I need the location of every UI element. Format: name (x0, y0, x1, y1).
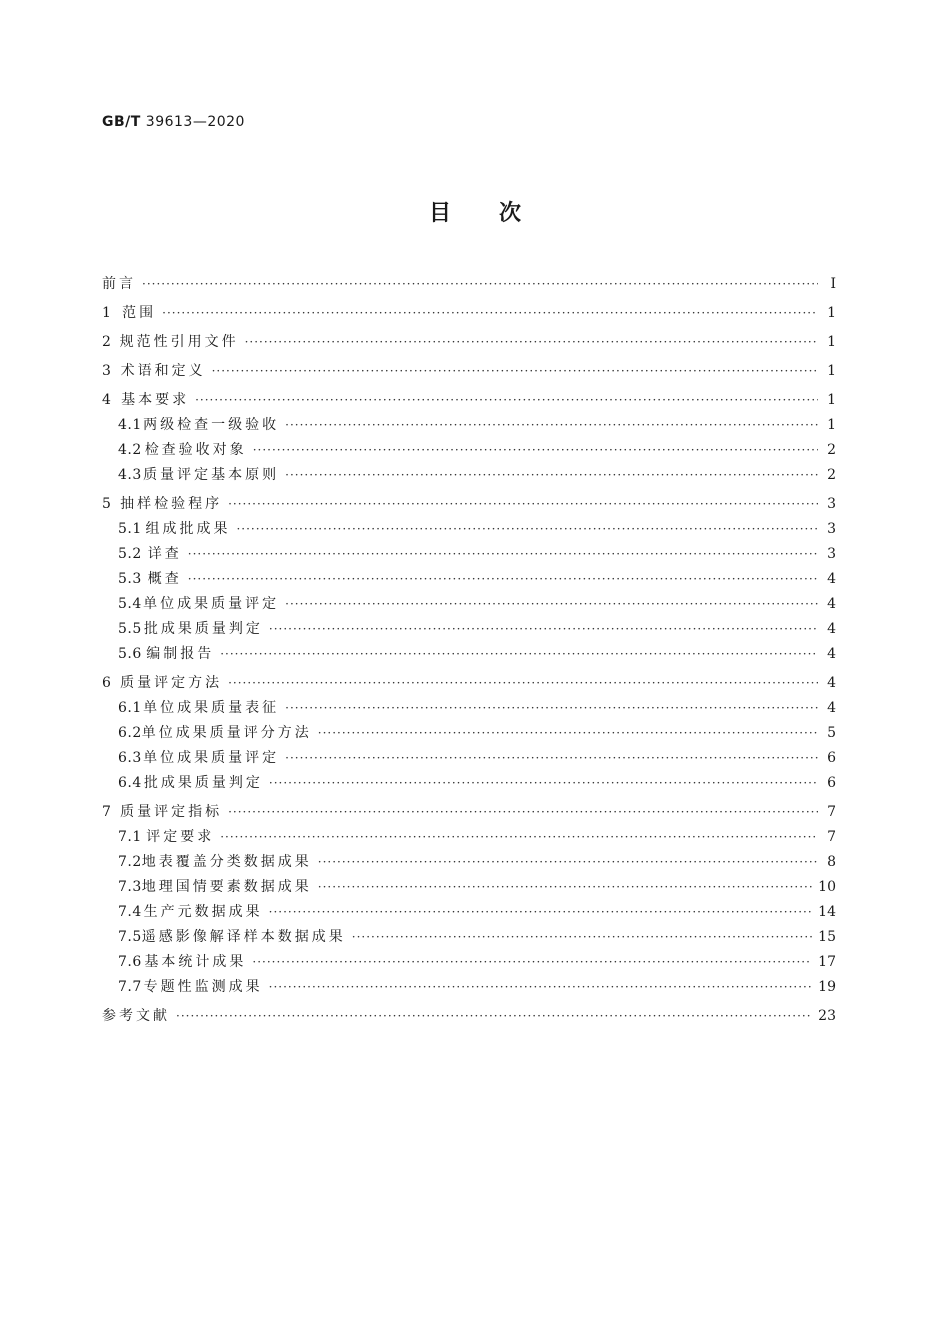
toc-leader-dots (285, 750, 818, 766)
toc-leader-dots (252, 954, 812, 970)
toc-entry-number: 5.5 (118, 621, 142, 637)
toc-entry-label: 专题性监测成果 (143, 979, 263, 995)
toc-entry-label: 两级检查一级验收 (143, 417, 280, 433)
toc-entry-number: 7.1 (118, 829, 142, 845)
toc-entry-label: 基本要求 (121, 392, 190, 408)
toc-leader-dots (228, 675, 818, 691)
toc-entry-label: 基本统计成果 (144, 954, 247, 970)
toc-entry-label: 批成果质量判定 (143, 621, 263, 637)
toc-entry-page: Ⅰ (830, 276, 836, 292)
toc-entry-number: 7.3 (118, 879, 142, 895)
toc-leader-dots (253, 442, 818, 458)
toc-entry[interactable] (102, 1008, 836, 1024)
toc-entry[interactable] (102, 305, 836, 321)
toc-leader-dots (236, 521, 818, 537)
toc-entry-page: 1 (827, 363, 836, 379)
toc-entry[interactable] (102, 521, 836, 537)
toc-entry[interactable] (102, 467, 836, 483)
toc-entry-page: 14 (818, 904, 836, 920)
toc-entry-label: 质量评定指标 (120, 804, 223, 820)
toc-entry-page: 4 (827, 596, 836, 612)
toc-entry-page: 4 (827, 700, 836, 716)
toc-entry-label: 单位成果质量表征 (143, 700, 280, 716)
toc-entry-number: 6.4 (118, 775, 142, 791)
toc-entry-number: 4.2 (118, 442, 142, 458)
toc-entry[interactable] (102, 496, 836, 512)
toc-entry-label: 概查 (147, 571, 182, 587)
toc-entry[interactable] (102, 904, 836, 920)
toc-entry[interactable] (102, 646, 836, 662)
toc-entry-number: 5.4 (118, 596, 142, 612)
toc-entry[interactable] (102, 750, 836, 766)
toc-entry-label: 前言 (102, 276, 136, 292)
toc-entry-number: 4.1 (118, 417, 142, 433)
toc-leader-dots (285, 596, 818, 612)
toc-entry-label: 地理国情要素数据成果 (141, 879, 312, 895)
toc-leader-dots (220, 829, 818, 845)
toc-entry-page: 6 (827, 750, 836, 766)
toc-entry[interactable] (102, 979, 836, 995)
toc-entry-page: 10 (818, 879, 836, 895)
table-of-contents (102, 270, 836, 1024)
toc-entry-page: 1 (827, 305, 836, 321)
toc-entry-label: 单位成果质量评分方法 (141, 725, 312, 741)
toc-entry-number: 6.3 (118, 750, 142, 766)
toc-entry-number: 6.2 (118, 725, 142, 741)
toc-entry[interactable] (102, 879, 836, 895)
toc-entry-number: 3 (102, 363, 112, 379)
toc-entry[interactable] (102, 929, 836, 945)
toc-entry-number: 5.6 (118, 646, 142, 662)
toc-leader-dots (220, 646, 818, 662)
toc-entry-page: 2 (827, 442, 836, 458)
toc-leader-dots (176, 1008, 812, 1024)
toc-entry-label: 编制报告 (146, 646, 215, 662)
toc-entry[interactable] (102, 621, 836, 637)
toc-entry-number: 2 (102, 334, 112, 350)
toc-entry[interactable] (102, 854, 836, 870)
toc-leader-dots (269, 904, 813, 920)
toc-entry-page: 7 (827, 804, 836, 820)
toc-entry-number: 6 (102, 675, 112, 691)
toc-entry-number: 5.2 (118, 546, 142, 562)
toc-entry-page: 15 (818, 929, 836, 945)
toc-entry[interactable] (102, 675, 836, 691)
toc-entry[interactable] (102, 700, 836, 716)
toc-entry-label: 规范性引用文件 (119, 334, 239, 350)
toc-entry-number: 7.5 (118, 929, 142, 945)
toc-leader-dots (352, 929, 812, 945)
toc-leader-dots (228, 496, 818, 512)
toc-entry-page: 6 (827, 775, 836, 791)
toc-leader-dots (188, 546, 818, 562)
toc-entry-page: 4 (827, 675, 836, 691)
toc-entry-page: 3 (827, 546, 836, 562)
toc-entry-page: 1 (827, 334, 836, 350)
toc-entry-label: 单位成果质量评定 (143, 750, 280, 766)
toc-leader-dots (162, 305, 818, 321)
page-title (0, 196, 950, 227)
toc-entry-number: 5.3 (118, 571, 142, 587)
title-part-1: 目 (428, 201, 451, 226)
toc-leader-dots (285, 417, 818, 433)
toc-entry-page: 8 (827, 854, 836, 870)
toc-entry-page: 1 (827, 392, 836, 408)
toc-leader-dots (285, 700, 818, 716)
toc-entry[interactable] (102, 276, 836, 292)
toc-entry-number: 5.1 (118, 521, 142, 537)
document-number: 39613—2020 (145, 114, 245, 130)
toc-entry[interactable] (102, 954, 836, 970)
toc-entry-page: 2 (827, 467, 836, 483)
document-prefix: GB/T (102, 114, 141, 130)
toc-entry[interactable] (102, 829, 836, 845)
toc-entry-number: 5 (102, 496, 112, 512)
toc-entry-number: 4.3 (118, 467, 142, 483)
toc-entry-number: 7 (102, 804, 112, 820)
toc-leader-dots (245, 334, 818, 350)
toc-leader-dots (142, 276, 818, 292)
toc-leader-dots (212, 363, 818, 379)
toc-entry-number: 7.7 (118, 979, 142, 995)
toc-entry-page: 3 (827, 496, 836, 512)
toc-entry-label: 地表覆盖分类数据成果 (141, 854, 312, 870)
toc-leader-dots (318, 879, 812, 895)
toc-entry-page: 3 (827, 521, 836, 537)
toc-entry-page: 4 (827, 621, 836, 637)
toc-entry[interactable] (102, 571, 836, 587)
toc-entry[interactable] (102, 442, 836, 458)
toc-leader-dots (269, 621, 818, 637)
toc-entry-label: 详查 (147, 546, 182, 562)
toc-entry-number: 7.6 (118, 954, 142, 970)
toc-entry-number: 7.4 (118, 904, 142, 920)
toc-leader-dots (228, 804, 818, 820)
toc-entry-label: 检查验收对象 (144, 442, 247, 458)
toc-entry-label: 组成批成果 (145, 521, 231, 537)
toc-leader-dots (269, 775, 818, 791)
toc-entry[interactable] (102, 392, 836, 408)
toc-entry-label: 参考文献 (102, 1008, 170, 1024)
toc-entry[interactable] (102, 363, 836, 379)
toc-entry[interactable] (102, 804, 836, 820)
toc-entry-number: 6.1 (118, 700, 142, 716)
toc-entry-label: 单位成果质量评定 (143, 596, 280, 612)
toc-entry-number: 7.2 (118, 854, 142, 870)
toc-entry-label: 生产元数据成果 (143, 904, 263, 920)
toc-entry[interactable] (102, 334, 836, 350)
toc-entry-page: 19 (818, 979, 836, 995)
toc-entry-number: 1 (102, 305, 112, 321)
toc-leader-dots (318, 854, 818, 870)
toc-leader-dots (269, 979, 813, 995)
toc-entry-page: 4 (827, 646, 836, 662)
toc-leader-dots (318, 725, 818, 741)
toc-entry-page: 5 (827, 725, 836, 741)
toc-entry-label: 抽样检验程序 (120, 496, 223, 512)
toc-leader-dots (285, 467, 818, 483)
toc-entry-label: 质量评定方法 (120, 675, 223, 691)
toc-leader-dots (188, 571, 818, 587)
toc-leader-dots (195, 392, 818, 408)
toc-entry-label: 范围 (122, 305, 157, 321)
toc-entry[interactable] (102, 775, 836, 791)
toc-entry-label: 评定要求 (146, 829, 215, 845)
toc-entry-label: 术语和定义 (120, 363, 206, 379)
toc-entry-label: 批成果质量判定 (143, 775, 263, 791)
toc-entry-page: 17 (818, 954, 836, 970)
toc-entry-label: 遥感影像解译样本数据成果 (141, 929, 346, 945)
toc-entry[interactable] (102, 725, 836, 741)
toc-entry-page: 4 (827, 571, 836, 587)
document-id (102, 114, 245, 130)
toc-entry[interactable] (102, 596, 836, 612)
toc-entry-label: 质量评定基本原则 (143, 467, 280, 483)
toc-entry[interactable] (102, 546, 836, 562)
toc-entry-page: 1 (827, 417, 836, 433)
title-part-2: 次 (499, 201, 522, 226)
toc-entry-page: 7 (827, 829, 836, 845)
toc-entry[interactable] (102, 417, 836, 433)
toc-entry-number: 4 (102, 392, 112, 408)
toc-entry-page: 23 (818, 1008, 836, 1024)
